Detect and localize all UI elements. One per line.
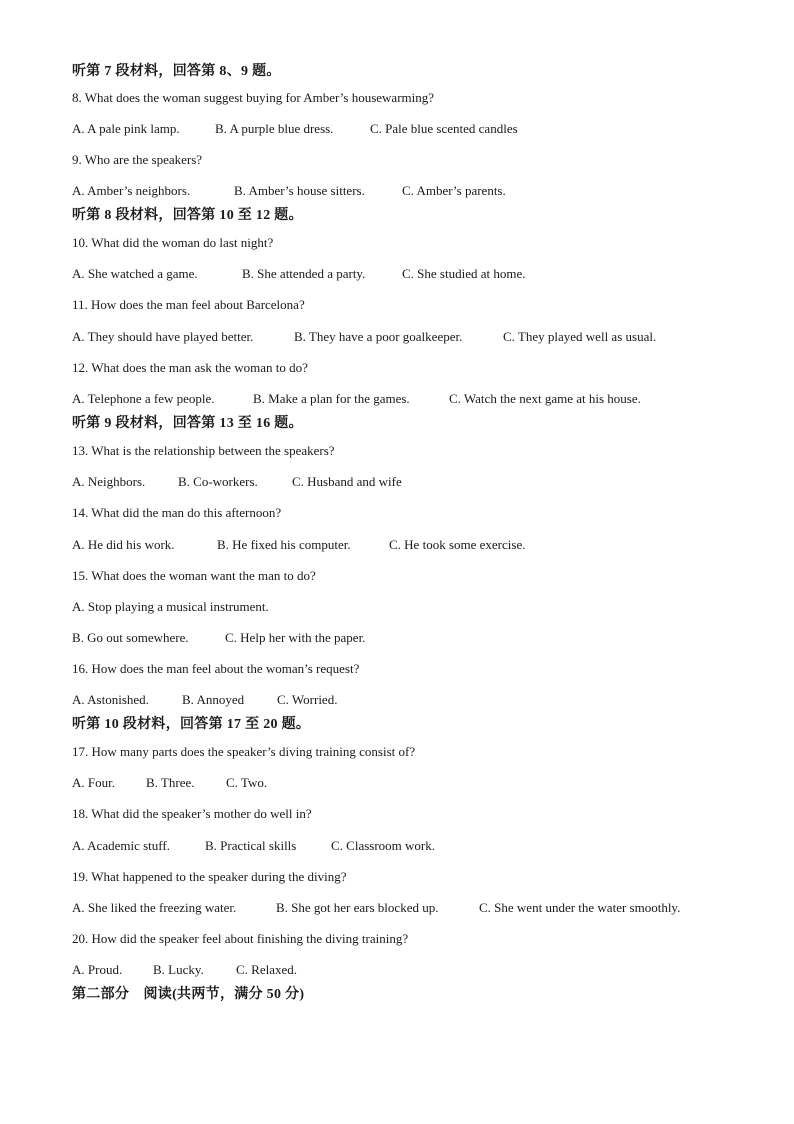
option-row	[72, 692, 337, 708]
option-row	[72, 630, 365, 646]
option-a: A. Amber’s neighbors.	[72, 183, 191, 198]
option-row	[72, 775, 267, 791]
question-stem: 10. What did the woman do last night?	[72, 235, 274, 250]
option-b: B. He fixed his computer.	[217, 537, 351, 552]
option-row	[72, 474, 402, 490]
option-c: C. She went under the water smoothly.	[479, 900, 681, 915]
option-b: B. Amber’s house sitters.	[234, 183, 365, 198]
option-a: A. He did his work.	[72, 537, 175, 552]
option-c: C. Husband and wife	[292, 474, 402, 489]
question-stem: 12. What does the man ask the woman to do?	[72, 360, 308, 375]
option-row	[72, 838, 435, 854]
option-a: A. They should have played better.	[72, 329, 254, 344]
question-stem: 14. What did the man do this afternoon?	[72, 505, 282, 520]
option-a: A. A pale pink lamp.	[72, 121, 180, 136]
option-c: C. Watch the next game at his house.	[449, 391, 641, 406]
option-c: C. She studied at home.	[402, 266, 526, 281]
option-b: B. She got her ears blocked up.	[276, 900, 439, 915]
option-b: B. Go out somewhere.	[72, 630, 189, 645]
option-c: C. Worried.	[277, 692, 338, 707]
option-c: C. Relaxed.	[236, 962, 298, 977]
question-stem: 11. How does the man feel about Barcelona?	[72, 297, 305, 312]
question-stem: 15. What does the woman want the man to do?	[72, 568, 316, 583]
option-a: A. She liked the freezing water.	[72, 900, 237, 915]
option-b: B. Co-workers.	[178, 474, 258, 489]
part-two-heading: 第二部分 阅读(共两节，满分 50 分)	[72, 987, 305, 1002]
option-c: C. Classroom work.	[331, 838, 435, 853]
option-b: B. Three.	[146, 775, 195, 790]
option-c: C. Two.	[226, 775, 268, 790]
option-b: B. They have a poor goalkeeper.	[294, 329, 463, 344]
question-stem: 8. What does the woman suggest buying for Amber’s housewarming?	[72, 90, 435, 105]
option-b: B. Practical skills	[205, 838, 297, 853]
section-heading: 听第 10 段材料，回答第 17 至 20 题。	[72, 717, 311, 732]
option-row	[72, 537, 525, 553]
question-stem: 13. What is the relationship between the speakers?	[72, 443, 335, 458]
option-row	[72, 900, 680, 916]
section-heading: 听第 8 段材料，回答第 10 至 12 题。	[72, 208, 303, 223]
option-b: B. A purple blue dress.	[215, 121, 334, 136]
question-stem: 9. Who are the speakers?	[72, 152, 203, 167]
option-row	[72, 391, 641, 407]
section-heading: 听第 9 段材料，回答第 13 至 16 题。	[72, 416, 303, 431]
question-stem: 19. What happened to the speaker during the diving?	[72, 869, 347, 884]
option-a: A. She watched a game.	[72, 266, 198, 281]
option-c: C. Pale blue scented candles	[370, 121, 518, 136]
option-b: B. Make a plan for the games.	[253, 391, 410, 406]
question-stem: 20. How did the speaker feel about finishing the diving training?	[72, 931, 409, 946]
option-row	[72, 599, 269, 615]
option-row	[72, 183, 506, 199]
option-a: A. Proud.	[72, 962, 123, 977]
option-a: A. Academic stuff.	[72, 838, 170, 853]
option-a: A. Astonished.	[72, 692, 149, 707]
option-c: C. Amber’s parents.	[402, 183, 506, 198]
option-row	[72, 962, 297, 978]
section-heading: 听第 7 段材料，回答第 8、9 题。	[72, 64, 281, 79]
question-stem: 18. What did the speaker’s mother do well in?	[72, 806, 312, 821]
option-row	[72, 266, 526, 282]
option-b: B. Lucky.	[153, 962, 204, 977]
option-c: C. Help her with the paper.	[225, 630, 366, 645]
option-row	[72, 121, 518, 137]
option-c: C. They played well as usual.	[503, 329, 657, 344]
option-a: A. Neighbors.	[72, 474, 146, 489]
option-b: B. Annoyed	[182, 692, 245, 707]
option-a: A. Four.	[72, 775, 115, 790]
option-a: A. Telephone a few people.	[72, 391, 215, 406]
option-row	[72, 329, 656, 345]
option-a: A. Stop playing a musical instrument.	[72, 599, 269, 614]
option-b: B. She attended a party.	[242, 266, 366, 281]
question-stem: 16. How does the man feel about the woman’s request?	[72, 661, 360, 676]
question-stem: 17. How many parts does the speaker’s diving training consist of?	[72, 744, 416, 759]
option-c: C. He took some exercise.	[389, 537, 526, 552]
